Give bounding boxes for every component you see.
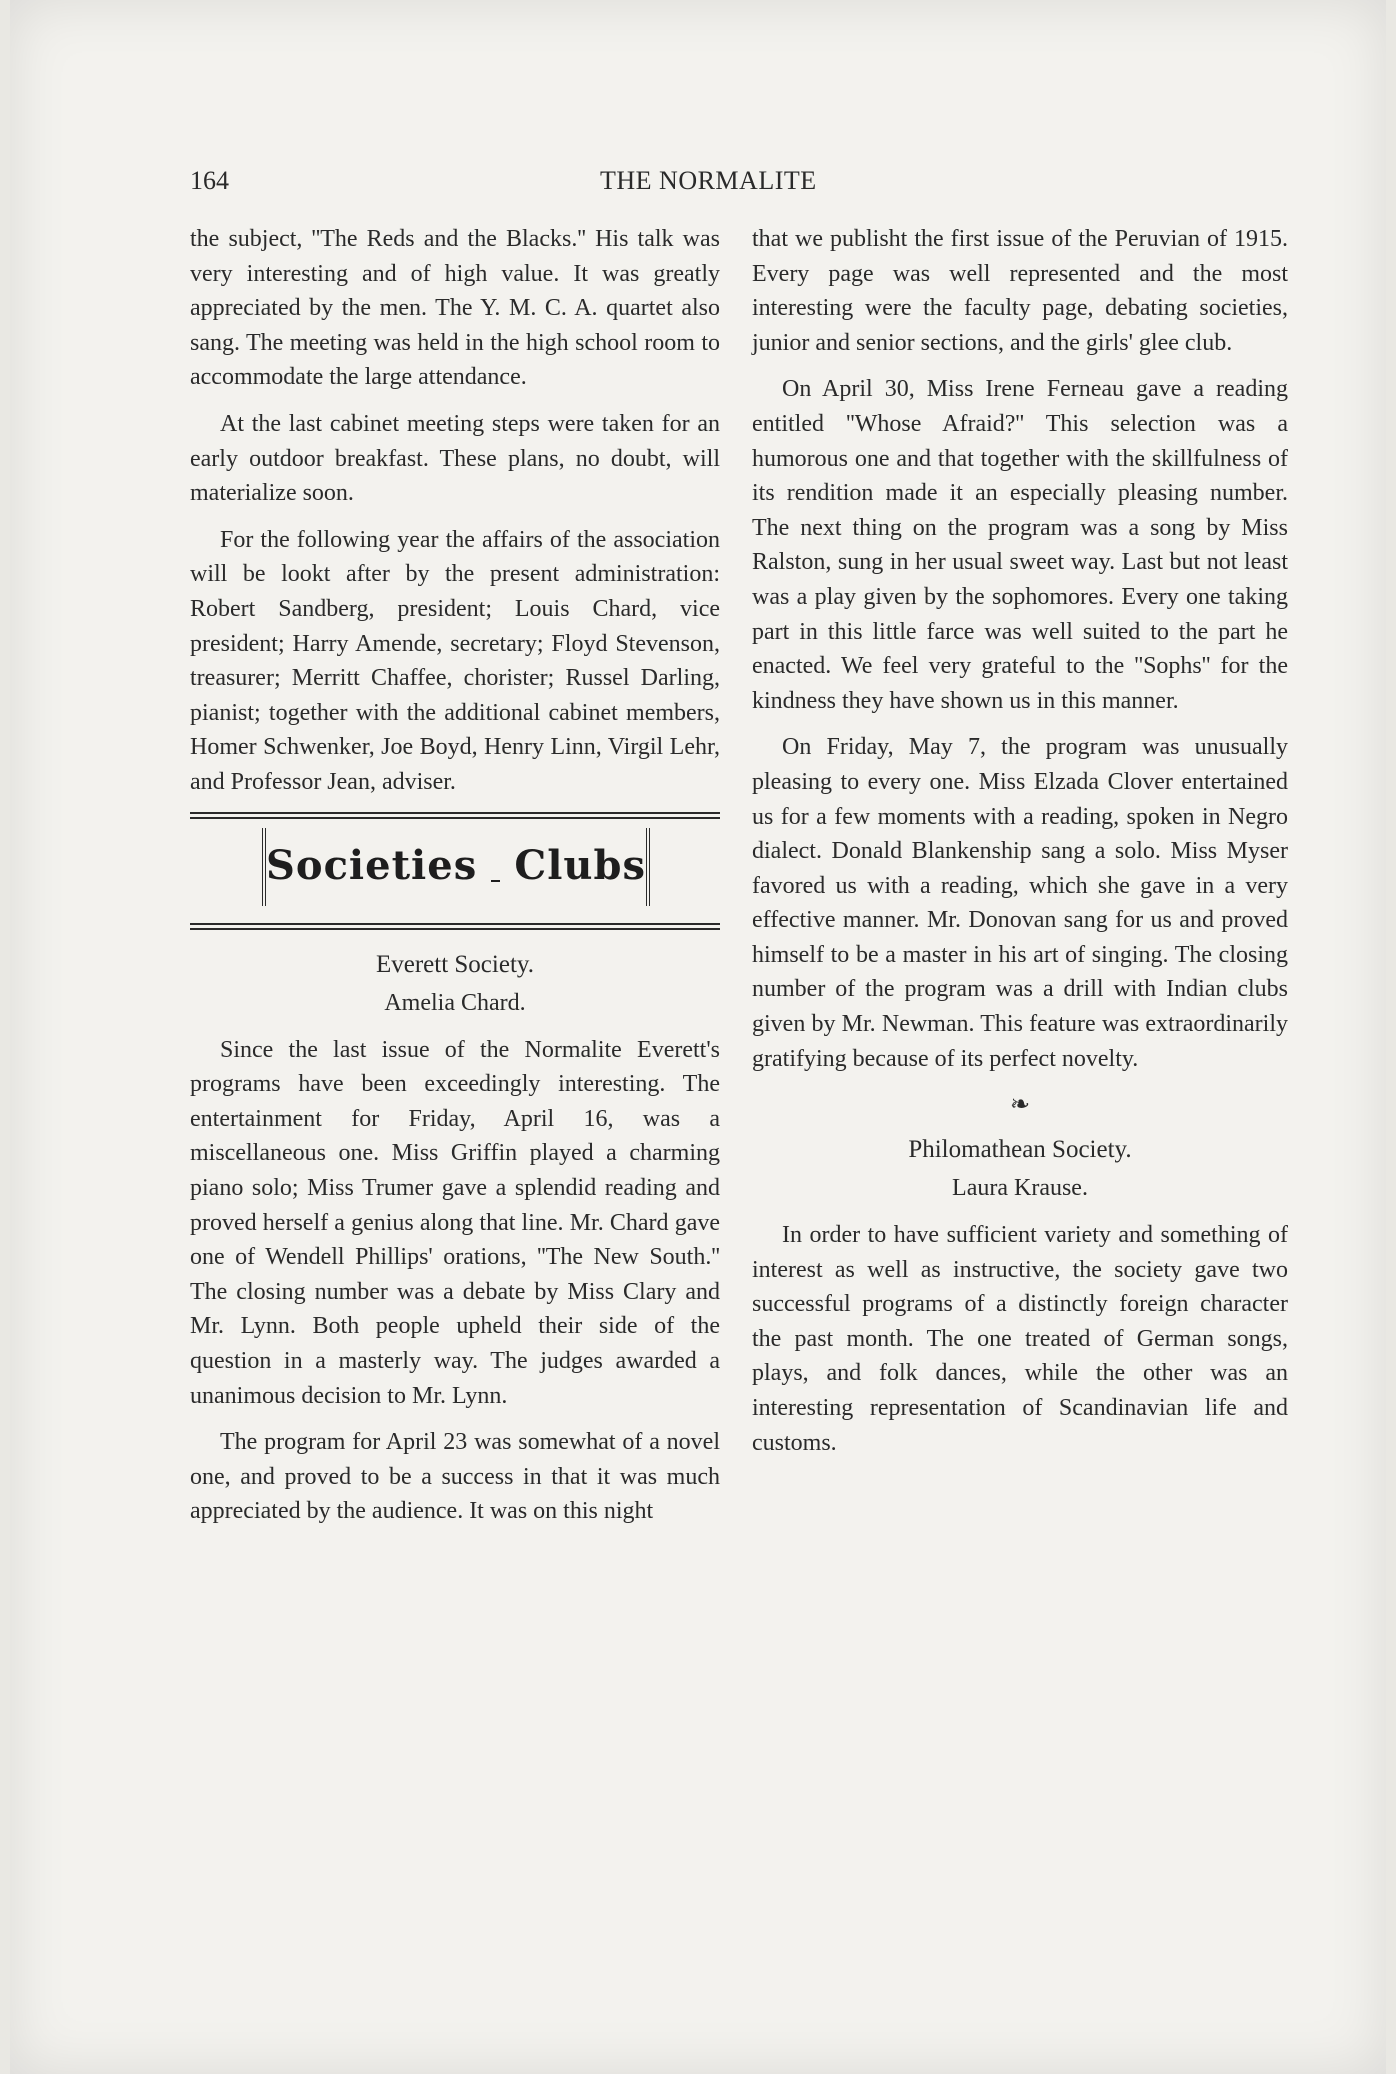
paragraph-philomathean-programs: In order to have sufficient variety and something of interest as well as instructive, the society gave two successful programs of a distinctly foreign character the past month. The one treated of German songs, plays, and folk dances, while the other was an interesting representation of Scandinavian life and customs.	[752, 1222, 1288, 1456]
everett-society-author: Amelia Chard.	[384, 990, 526, 1017]
philomathean-society-author: Laura Krause.	[952, 1175, 1088, 1202]
banner-top-rule	[190, 812, 720, 819]
running-title: THE NORMALITE	[600, 166, 817, 195]
paragraph-april-23: The program for April 23 was somewhat of a novel one, and proved to be a success in that it was much appreciated by the audience. It was on this night	[190, 1429, 720, 1525]
everett-society-heading: Everett Society.	[375, 950, 535, 978]
banner-box	[262, 828, 650, 906]
fleuron-icon: ❧	[1009, 1092, 1031, 1119]
banner-clubs-text: Clubs	[514, 842, 646, 890]
document-page	[10, 0, 1386, 2074]
left-column	[190, 222, 720, 1541]
paragraph-may-7: On Friday, May 7, the program was unusually pleasing to every one. Miss Elzada Clover entertained us for a few moments with a reading, spoken in Negro dialect. Donald Blankenship sang a solo. Miss Myser favored us with a reading, which she gave in a very effective manner. Mr. Donovan sang for us and proved himself to be a master in his art of singing. The closing number of the program was a drill with Indian clubs given by Mr. Newman. This feature was extraordinarily gratifying because of its perfect novelty.	[752, 734, 1288, 1072]
right-column	[752, 222, 1288, 1472]
paragraph-cabinet-meeting: At the last cabinet meeting steps were taken for an early outdoor breakfast. These plans, no doubt, will materialize soon.	[190, 410, 720, 507]
banner-societies-text: Societies	[266, 842, 478, 890]
banner-separator	[491, 880, 500, 882]
societies-clubs-banner	[190, 812, 720, 930]
paragraph-administration: For the following year the affairs of the association will be lookt after by the present administration: Robert Sandberg, president; Louis Chard, vice president; Harry Amende, secretary; Floyd Stevenson, treasurer; Merritt Chaffee, chorister; Russel Darling, pianist; together with the additional cabinet members, Homer Schwenker, Joe Boyd, Henry Linn, Virgil Lehr, and Professor Jean, adviser.	[190, 526, 720, 795]
paragraph-ymca-talk: the subject, ''The Reds and the Blacks.'' His talk was very interesting and of high value. It was greatly appreciated by the men. The Y. M. C. A. quartet also sang. The meeting was held in the high school room to accommodate the large attendance.	[190, 226, 720, 391]
paragraph-everett-programs: Since the last issue of the Normalite Everett's programs have been exceedingly interesting. The entertainment for Friday, April 16, was a miscellaneous one. Miss Griffin played a charming piano solo; Miss Trumer gave a splendid reading and proved herself a genius along that line. Mr. Chard gave one of Wendell Phillips' orations, ''The New South.'' The closing number was a debate by Miss Clary and Mr. Lynn. Both people upheld their side of the question in a masterly way. The judges awarded a unanimous decision to Mr. Lynn.	[190, 1036, 720, 1409]
paragraph-peruvian: that we publisht the first issue of the Peruvian of 1915. Every page was well represented and the most interesting were the faculty page, debating societies, junior and senior sections, and the girls' glee club.	[752, 226, 1288, 356]
philomathean-society-heading: Philomathean Society.	[908, 1135, 1132, 1163]
banner-bottom-rule	[190, 923, 720, 930]
paragraph-april-30: On April 30, Miss Irene Ferneau gave a reading entitled ''Whose Afraid?'' This selection was a humorous one and that together with the skillfulness of its rendition made it an especially pleasing number. The next thing on the program was a song by Miss Ralston, sung in her usual sweet way. Last but not least was a play given by the sophomores. Every one taking part in this little farce was well suited to the part he enacted. We feel very grateful to the ''Sophs'' for the kindness they have shown us in this manner.	[752, 376, 1288, 714]
page-number: 164	[190, 166, 229, 195]
